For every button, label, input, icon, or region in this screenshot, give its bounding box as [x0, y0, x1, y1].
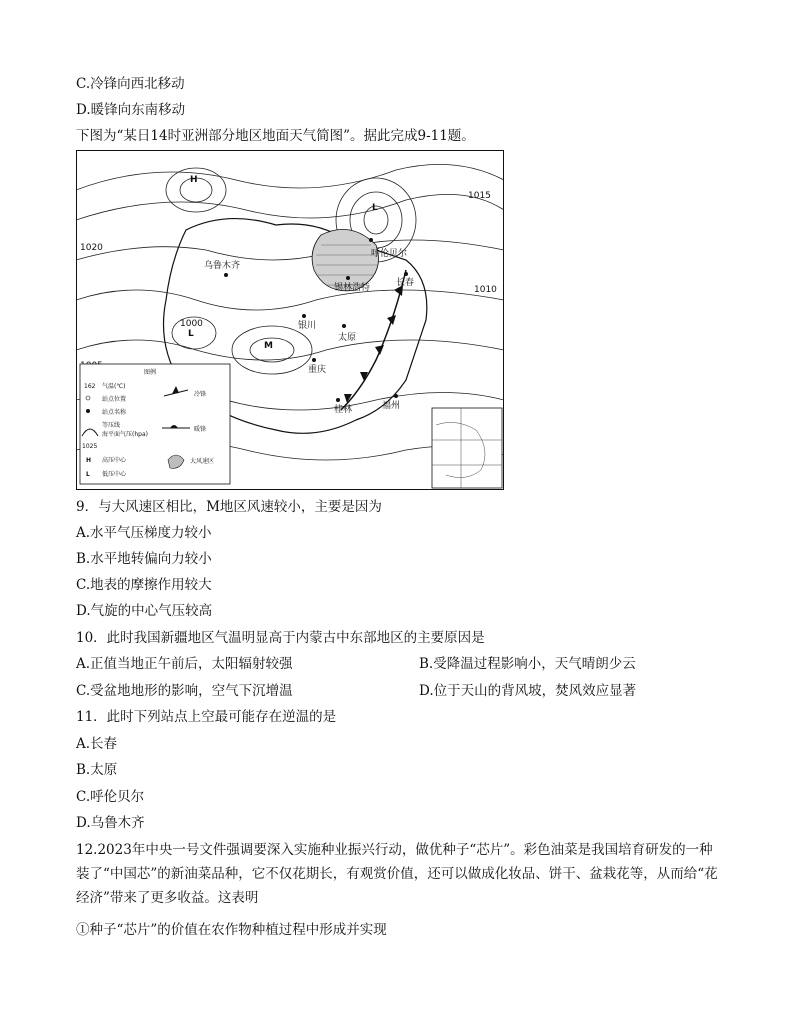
svg-text:站点名称: 站点名称 — [102, 409, 127, 416]
isobar-label: 1015 — [468, 191, 491, 201]
city-label: 福州 — [382, 401, 401, 411]
q11-stem: 11．此时下列站点上空最可能存在逆温的是 — [76, 709, 337, 725]
q10-option-d: D.位于天山的背风坡，焚风效应显著 — [419, 683, 637, 699]
svg-text:低压中心: 低压中心 — [102, 471, 127, 478]
svg-text:H: H — [190, 175, 198, 185]
q12-stem: 12.2023年中央一号文件强调要深入实施种业振兴行动，做优种子“芯片”。彩色油菜是我国培育研发的一种装了“中国芯”的新油菜品种，它不仅花期长，有观赏价值，还可以做成化妆品、饼干、盆栽花等，从而给“花经济”带来了更多收益。这表明 — [76, 842, 718, 906]
map-legend — [80, 364, 230, 484]
city-label: 长春 — [396, 278, 415, 288]
svg-text:海平面气压(hpa): 海平面气压(hpa) — [102, 431, 148, 438]
svg-text:气温(℃): 气温(℃) — [102, 383, 126, 390]
city-label: 重庆 — [308, 365, 327, 375]
q9-option-a: A.水平气压梯度力较小 — [76, 525, 212, 541]
q10-option-a: A.正值当地正午前后，太阳辐射较强 — [76, 656, 293, 672]
q9-option-d: D.气旋的中心气压较高 — [76, 603, 213, 619]
map-intro: 下图为“某日14时亚洲部分地区地面天气简图”。据此完成9-11题。 — [76, 128, 475, 144]
svg-text:站点位置: 站点位置 — [102, 396, 127, 403]
city-label: 银川 — [298, 321, 317, 331]
q9-stem: 9．与大风速区相比，M地区风速较小，主要是因为 — [76, 499, 382, 515]
svg-text:暖锋: 暖锋 — [194, 426, 207, 433]
svg-text:冷锋: 冷锋 — [194, 391, 207, 398]
q9-option-b: B.水平地转偏向力较小 — [76, 551, 212, 567]
svg-text:162: 162 — [84, 383, 96, 390]
svg-text:L: L — [86, 471, 90, 478]
city-label: 锡林浩特 — [334, 283, 371, 293]
svg-text:H: H — [86, 457, 92, 464]
low-center-label: L — [372, 203, 378, 213]
svg-text:L: L — [188, 329, 194, 339]
city-label: 乌鲁木齐 — [204, 261, 241, 271]
svg-text:1025: 1025 — [82, 443, 98, 450]
svg-text:图例: 图例 — [144, 369, 157, 376]
isobar-label: 1010 — [474, 285, 497, 295]
prev-option-c: C.冷锋向西北移动 — [76, 76, 185, 92]
svg-text:高压中心: 高压中心 — [102, 457, 127, 464]
q12-option-1: ①种子“芯片”的价值在农作物种植过程中形成并实现 — [76, 922, 387, 938]
isobar-label: 1020 — [80, 243, 103, 253]
city-label: 太原 — [338, 333, 357, 343]
isobar-label: 1000 — [180, 319, 203, 329]
city-label: 桂林 — [334, 405, 353, 415]
weather-map-figure — [76, 150, 504, 490]
svg-text:大风速区: 大风速区 — [190, 458, 215, 465]
q11-option-d: D.乌鲁木齐 — [76, 815, 145, 831]
city-label: 呼伦贝尔 — [371, 249, 408, 259]
q10-stem: 10．此时我国新疆地区气温明显高于内蒙古中东部地区的主要原因是 — [76, 630, 485, 646]
q9-option-c: C.地表的摩擦作用较大 — [76, 577, 212, 593]
m-label: M — [264, 341, 273, 351]
svg-text:等压线: 等压线 — [102, 422, 121, 429]
q11-option-a: A.长春 — [76, 736, 118, 752]
q10-option-b: B.受降温过程影响小，天气晴朗少云 — [419, 656, 636, 672]
q11-option-c: C.呼伦贝尔 — [76, 789, 145, 805]
q10-option-c: C.受盆地地形的影响，空气下沉增温 — [76, 683, 293, 699]
prev-option-d: D.暖锋向东南移动 — [76, 102, 186, 118]
q11-option-b: B.太原 — [76, 762, 118, 778]
